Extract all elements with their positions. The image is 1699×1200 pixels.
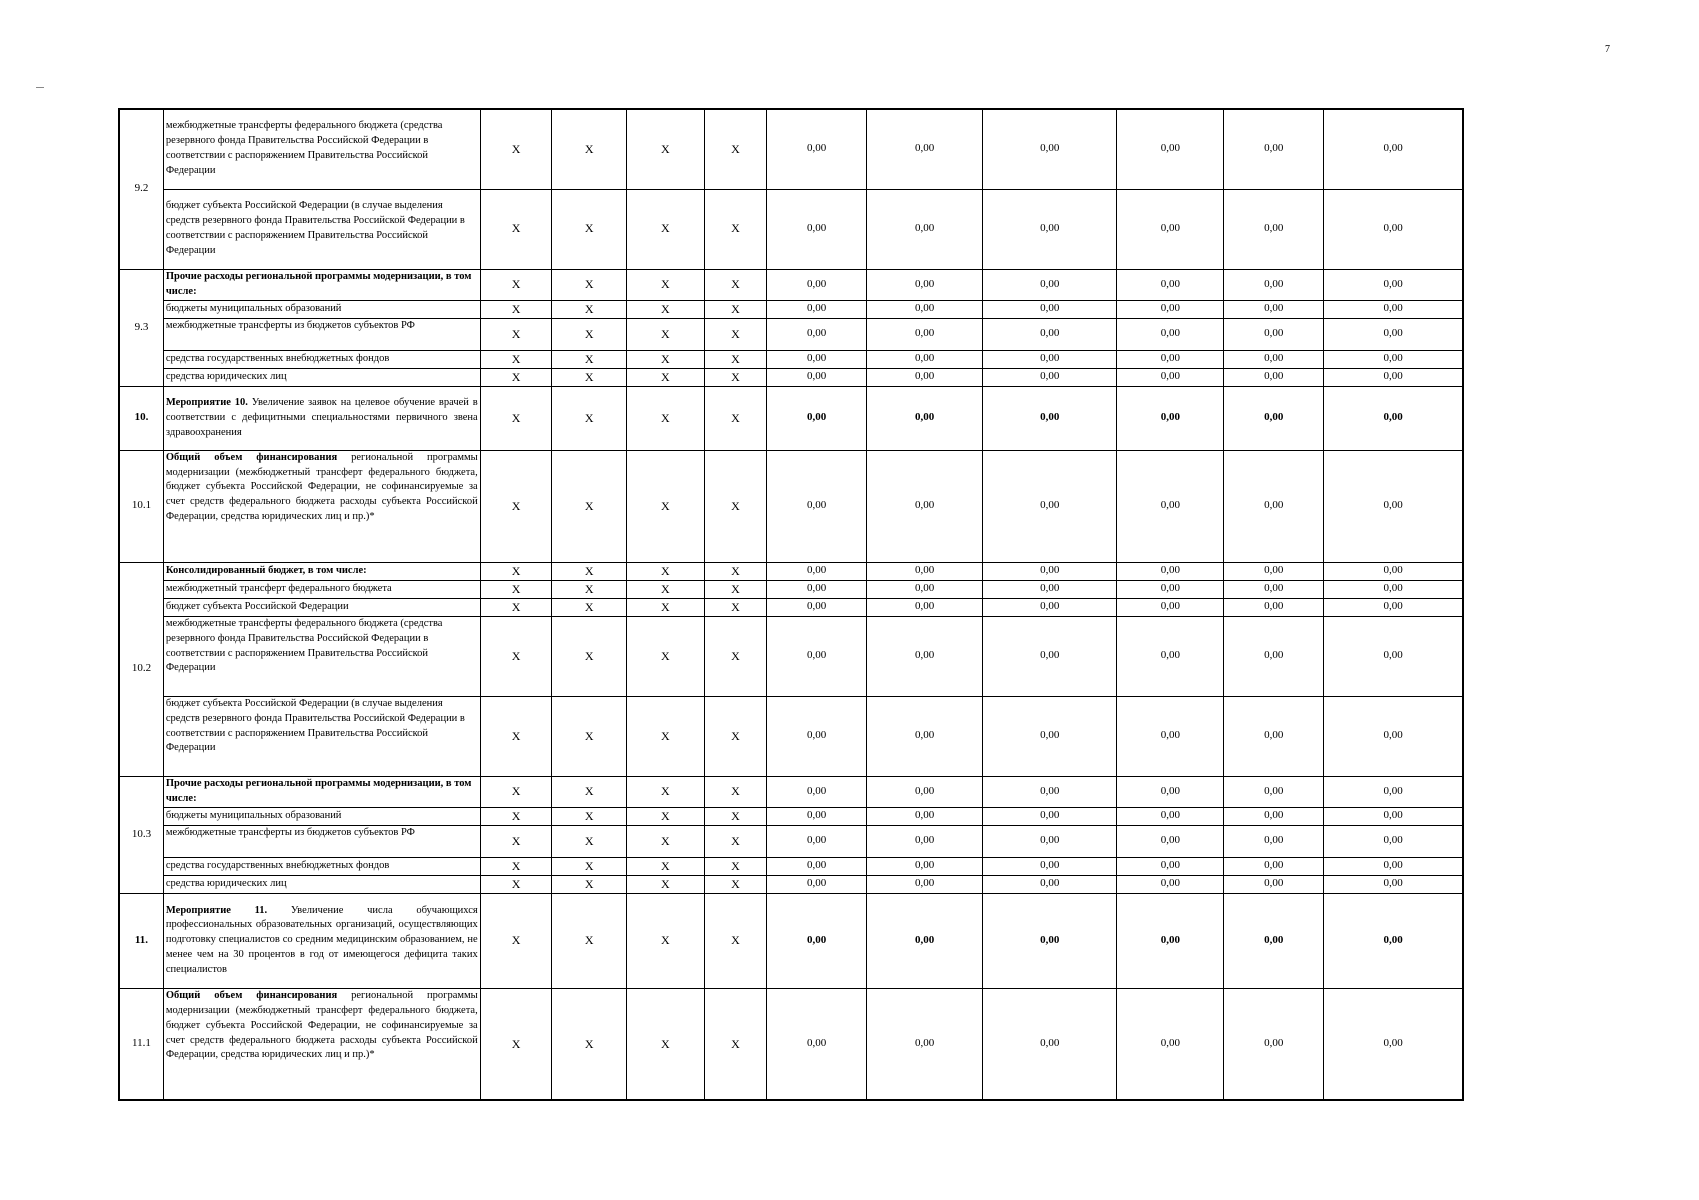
- row-number: 10.3: [119, 776, 163, 893]
- x-cell: X: [552, 189, 627, 269]
- row-description: бюджет субъекта Российской Федерации: [163, 598, 480, 616]
- x-cell: X: [627, 825, 705, 857]
- x-cell: X: [480, 598, 552, 616]
- row-description: [163, 988, 480, 1100]
- table-row: [119, 875, 1463, 893]
- value-cell: 0,00: [867, 350, 983, 368]
- value-cell: 0,00: [1224, 807, 1324, 825]
- value-cell: 0,00: [1324, 776, 1463, 807]
- x-cell: X: [704, 189, 767, 269]
- value-cell: 0,00: [983, 350, 1117, 368]
- x-cell: X: [704, 875, 767, 893]
- x-cell: X: [480, 300, 552, 318]
- table-row: [119, 269, 1463, 300]
- value-cell: 0,00: [983, 616, 1117, 696]
- x-cell: X: [552, 857, 627, 875]
- x-cell: X: [480, 893, 552, 988]
- x-cell: X: [480, 368, 552, 386]
- measure-title: Мероприятие 10.: [165, 396, 248, 408]
- x-cell: X: [480, 616, 552, 696]
- x-cell: X: [552, 825, 627, 857]
- table-body: [119, 109, 1463, 1100]
- table-row: [119, 696, 1463, 776]
- value-cell: 0,00: [867, 269, 983, 300]
- table-row: [119, 988, 1463, 1100]
- value-cell: 0,00: [867, 875, 983, 893]
- value-cell: 0,00: [1224, 368, 1324, 386]
- value-cell: 0,00: [1224, 300, 1324, 318]
- x-cell: X: [552, 616, 627, 696]
- x-cell: X: [480, 450, 552, 562]
- value-cell: 0,00: [867, 696, 983, 776]
- x-cell: X: [704, 450, 767, 562]
- value-cell: 0,00: [767, 807, 867, 825]
- value-cell: 0,00: [867, 857, 983, 875]
- x-cell: X: [627, 696, 705, 776]
- row-description: межбюджетные трансферты из бюджетов субъектов РФ: [163, 825, 480, 857]
- value-cell: 0,00: [1117, 857, 1224, 875]
- value-cell: 0,00: [983, 368, 1117, 386]
- value-cell: 0,00: [1117, 616, 1224, 696]
- value-cell: 0,00: [983, 857, 1117, 875]
- x-cell: X: [704, 616, 767, 696]
- table-row: [119, 318, 1463, 350]
- value-cell: 0,00: [867, 386, 983, 450]
- value-cell: 0,00: [1224, 189, 1324, 269]
- value-cell: 0,00: [983, 776, 1117, 807]
- value-cell: 0,00: [1224, 450, 1324, 562]
- value-cell: 0,00: [867, 189, 983, 269]
- x-cell: X: [704, 562, 767, 580]
- x-cell: X: [627, 893, 705, 988]
- value-cell: 0,00: [767, 189, 867, 269]
- value-cell: 0,00: [867, 616, 983, 696]
- x-cell: X: [480, 776, 552, 807]
- value-cell: 0,00: [1324, 893, 1463, 988]
- x-cell: X: [552, 988, 627, 1100]
- x-cell: X: [627, 875, 705, 893]
- value-cell: 0,00: [983, 300, 1117, 318]
- x-cell: X: [704, 807, 767, 825]
- x-cell: X: [552, 562, 627, 580]
- value-cell: 0,00: [1224, 318, 1324, 350]
- x-cell: X: [627, 318, 705, 350]
- value-cell: 0,00: [983, 696, 1117, 776]
- value-cell: 0,00: [1224, 893, 1324, 988]
- row-description: межбюджетные трансферты из бюджетов субъектов РФ: [163, 318, 480, 350]
- x-cell: X: [704, 269, 767, 300]
- value-cell: 0,00: [767, 598, 867, 616]
- value-cell: 0,00: [767, 988, 867, 1100]
- value-cell: 0,00: [1117, 875, 1224, 893]
- value-cell: 0,00: [767, 825, 867, 857]
- row-number: 10.2: [119, 562, 163, 776]
- value-cell: 0,00: [983, 598, 1117, 616]
- measure-text: Увеличение числа обучающихся профессиональных образовательных организаций, осуществляющих подготовку специалистов со средним медицинским образованием, не менее чем на 30 процентов в год от имеющегося дефицита таких специалистов: [165, 904, 478, 976]
- measure-title: Общий объем финансирования: [165, 451, 338, 463]
- value-cell: 0,00: [867, 988, 983, 1100]
- row-description: Прочие расходы региональной программы модернизации, в том числе:: [163, 776, 480, 807]
- value-cell: 0,00: [867, 825, 983, 857]
- value-cell: 0,00: [867, 598, 983, 616]
- value-cell: 0,00: [1117, 350, 1224, 368]
- x-cell: X: [480, 189, 552, 269]
- value-cell: 0,00: [1324, 300, 1463, 318]
- value-cell: 0,00: [983, 580, 1117, 598]
- value-cell: 0,00: [983, 318, 1117, 350]
- value-cell: 0,00: [1324, 598, 1463, 616]
- value-cell: 0,00: [1224, 562, 1324, 580]
- x-cell: X: [627, 598, 705, 616]
- value-cell: 0,00: [767, 450, 867, 562]
- financing-table: [118, 108, 1464, 1101]
- x-cell: X: [480, 109, 552, 189]
- x-cell: X: [552, 875, 627, 893]
- value-cell: 0,00: [867, 776, 983, 807]
- x-cell: X: [552, 300, 627, 318]
- value-cell: 0,00: [1117, 776, 1224, 807]
- table-row: [119, 300, 1463, 318]
- value-cell: 0,00: [1117, 807, 1224, 825]
- x-cell: X: [627, 988, 705, 1100]
- value-cell: 0,00: [1224, 776, 1324, 807]
- x-cell: X: [480, 696, 552, 776]
- row-description: средства юридических лиц: [163, 875, 480, 893]
- x-cell: X: [704, 825, 767, 857]
- x-cell: X: [704, 318, 767, 350]
- x-cell: X: [627, 109, 705, 189]
- value-cell: 0,00: [1324, 825, 1463, 857]
- value-cell: 0,00: [983, 893, 1117, 988]
- x-cell: X: [552, 350, 627, 368]
- value-cell: 0,00: [1324, 857, 1463, 875]
- value-cell: 0,00: [767, 386, 867, 450]
- row-description: бюджеты муниципальных образований: [163, 807, 480, 825]
- x-cell: X: [480, 269, 552, 300]
- row-description: средства государственных внебюджетных фондов: [163, 857, 480, 875]
- value-cell: 0,00: [767, 269, 867, 300]
- value-cell: 0,00: [1224, 616, 1324, 696]
- table-row: [119, 598, 1463, 616]
- value-cell: 0,00: [867, 450, 983, 562]
- table-row: [119, 616, 1463, 696]
- value-cell: 0,00: [767, 857, 867, 875]
- value-cell: 0,00: [1324, 109, 1463, 189]
- value-cell: 0,00: [1224, 269, 1324, 300]
- value-cell: 0,00: [1324, 189, 1463, 269]
- value-cell: 0,00: [1324, 875, 1463, 893]
- table-row: [119, 109, 1463, 189]
- value-cell: 0,00: [1117, 450, 1224, 562]
- x-cell: X: [480, 988, 552, 1100]
- x-cell: X: [704, 696, 767, 776]
- row-description: средства государственных внебюджетных фондов: [163, 350, 480, 368]
- x-cell: X: [704, 988, 767, 1100]
- x-cell: X: [704, 893, 767, 988]
- value-cell: 0,00: [1224, 825, 1324, 857]
- row-description: [163, 450, 480, 562]
- row-number: 11.: [119, 893, 163, 988]
- table-row: [119, 368, 1463, 386]
- row-number: 9.2: [119, 109, 163, 269]
- value-cell: 0,00: [767, 350, 867, 368]
- value-cell: 0,00: [867, 368, 983, 386]
- value-cell: 0,00: [867, 318, 983, 350]
- value-cell: 0,00: [867, 109, 983, 189]
- value-cell: 0,00: [983, 562, 1117, 580]
- x-cell: X: [552, 598, 627, 616]
- value-cell: 0,00: [1117, 189, 1224, 269]
- value-cell: 0,00: [983, 825, 1117, 857]
- table-row: [119, 562, 1463, 580]
- x-cell: X: [480, 857, 552, 875]
- value-cell: 0,00: [767, 109, 867, 189]
- value-cell: 0,00: [1324, 988, 1463, 1100]
- x-cell: X: [704, 857, 767, 875]
- value-cell: 0,00: [1224, 875, 1324, 893]
- row-description: средства юридических лиц: [163, 368, 480, 386]
- value-cell: 0,00: [1224, 598, 1324, 616]
- value-cell: 0,00: [1224, 350, 1324, 368]
- x-cell: X: [627, 807, 705, 825]
- row-number: 11.1: [119, 988, 163, 1100]
- row-description: Прочие расходы региональной программы модернизации, в том числе:: [163, 269, 480, 300]
- x-cell: X: [552, 386, 627, 450]
- row-description: бюджет субъекта Российской Федерации (в случае выделения средств резервного фонда Правительства Российской Федерации в соответствии с распоряжением Правительства Российской Федерации: [163, 696, 480, 776]
- measure-title: Мероприятие 11.: [165, 904, 268, 916]
- x-cell: X: [704, 386, 767, 450]
- x-cell: X: [480, 350, 552, 368]
- value-cell: 0,00: [867, 562, 983, 580]
- value-cell: 0,00: [1117, 598, 1224, 616]
- table-row: [119, 386, 1463, 450]
- value-cell: 0,00: [767, 318, 867, 350]
- value-cell: 0,00: [1117, 562, 1224, 580]
- value-cell: 0,00: [1117, 696, 1224, 776]
- value-cell: 0,00: [1117, 580, 1224, 598]
- x-cell: X: [627, 269, 705, 300]
- x-cell: X: [552, 776, 627, 807]
- value-cell: 0,00: [767, 875, 867, 893]
- x-cell: X: [552, 450, 627, 562]
- table-row: [119, 580, 1463, 598]
- value-cell: 0,00: [867, 893, 983, 988]
- row-description: [163, 386, 480, 450]
- x-cell: X: [480, 825, 552, 857]
- value-cell: 0,00: [867, 300, 983, 318]
- x-cell: X: [552, 807, 627, 825]
- value-cell: 0,00: [867, 807, 983, 825]
- x-cell: X: [627, 189, 705, 269]
- value-cell: 0,00: [1117, 318, 1224, 350]
- value-cell: 0,00: [1324, 696, 1463, 776]
- x-cell: X: [627, 616, 705, 696]
- value-cell: 0,00: [1117, 300, 1224, 318]
- value-cell: 0,00: [1324, 368, 1463, 386]
- x-cell: X: [480, 875, 552, 893]
- value-cell: 0,00: [1224, 857, 1324, 875]
- value-cell: 0,00: [767, 696, 867, 776]
- x-cell: X: [627, 776, 705, 807]
- value-cell: 0,00: [983, 109, 1117, 189]
- row-number: 9.3: [119, 269, 163, 386]
- value-cell: 0,00: [1117, 386, 1224, 450]
- x-cell: X: [704, 368, 767, 386]
- value-cell: 0,00: [767, 580, 867, 598]
- value-cell: 0,00: [1117, 109, 1224, 189]
- x-cell: X: [704, 300, 767, 318]
- x-cell: X: [704, 598, 767, 616]
- x-cell: X: [704, 776, 767, 807]
- table-row: [119, 776, 1463, 807]
- x-cell: X: [704, 109, 767, 189]
- x-cell: X: [552, 696, 627, 776]
- x-cell: X: [552, 109, 627, 189]
- value-cell: 0,00: [1324, 616, 1463, 696]
- value-cell: 0,00: [1224, 580, 1324, 598]
- measure-text: Увеличение заявок на целевое обучение врачей в соответствии с дефицитными специальностями первичного звена здравоохранения: [165, 396, 478, 438]
- x-cell: X: [627, 350, 705, 368]
- row-description: Консолидированный бюджет, в том числе:: [163, 562, 480, 580]
- table-row: [119, 350, 1463, 368]
- x-cell: X: [627, 386, 705, 450]
- value-cell: 0,00: [767, 300, 867, 318]
- x-cell: X: [480, 318, 552, 350]
- value-cell: 0,00: [983, 450, 1117, 562]
- row-description: межбюджетные трансферты федерального бюджета (средства резервного фонда Правительства Российской Федерации в соответствии с распоряжением Правительства Российской Федерации: [163, 109, 480, 189]
- value-cell: 0,00: [983, 386, 1117, 450]
- x-cell: X: [552, 368, 627, 386]
- scan-speck: [36, 87, 44, 88]
- value-cell: 0,00: [767, 562, 867, 580]
- value-cell: 0,00: [1117, 368, 1224, 386]
- x-cell: X: [552, 580, 627, 598]
- measure-title: Общий объем финансирования: [165, 989, 338, 1001]
- value-cell: 0,00: [1324, 350, 1463, 368]
- value-cell: 0,00: [983, 269, 1117, 300]
- x-cell: X: [552, 269, 627, 300]
- value-cell: 0,00: [1324, 269, 1463, 300]
- value-cell: 0,00: [983, 875, 1117, 893]
- row-description: бюджет субъекта Российской Федерации (в случае выделения средств резервного фонда Правительства Российской Федерации в соответствии с распоряжением Правительства Российской Федерации: [163, 189, 480, 269]
- measure-text: региональной программы модернизации (межбюджетный трансферт федерального бюджета, бюджет субъекта Российской Федерации, не софинансируемые за счет средств федерального бюджета расходы субъекта Российской Федерации, средства юридических лиц и пр.)*: [165, 451, 478, 523]
- value-cell: 0,00: [867, 580, 983, 598]
- value-cell: 0,00: [767, 616, 867, 696]
- x-cell: X: [627, 300, 705, 318]
- value-cell: 0,00: [1117, 269, 1224, 300]
- table-row: [119, 825, 1463, 857]
- value-cell: 0,00: [1224, 386, 1324, 450]
- x-cell: X: [704, 350, 767, 368]
- row-description: [163, 893, 480, 988]
- row-number: 10.1: [119, 450, 163, 562]
- x-cell: X: [627, 562, 705, 580]
- value-cell: 0,00: [1224, 109, 1324, 189]
- x-cell: X: [552, 318, 627, 350]
- x-cell: X: [704, 580, 767, 598]
- table-row: [119, 189, 1463, 269]
- value-cell: 0,00: [767, 776, 867, 807]
- value-cell: 0,00: [1324, 807, 1463, 825]
- row-description: межбюджетные трансферты федерального бюджета (средства резервного фонда Правительства Российской Федерации в соответствии с распоряжением Правительства Российской Федерации: [163, 616, 480, 696]
- row-description: межбюджетный трансферт федерального бюджета: [163, 580, 480, 598]
- value-cell: 0,00: [767, 368, 867, 386]
- value-cell: 0,00: [1324, 562, 1463, 580]
- value-cell: 0,00: [1117, 825, 1224, 857]
- value-cell: 0,00: [983, 807, 1117, 825]
- x-cell: X: [552, 893, 627, 988]
- value-cell: 0,00: [767, 893, 867, 988]
- value-cell: 0,00: [983, 189, 1117, 269]
- table-row: [119, 893, 1463, 988]
- table-row: [119, 807, 1463, 825]
- value-cell: 0,00: [1324, 580, 1463, 598]
- value-cell: 0,00: [1224, 696, 1324, 776]
- value-cell: 0,00: [1324, 450, 1463, 562]
- x-cell: X: [627, 857, 705, 875]
- value-cell: 0,00: [1117, 893, 1224, 988]
- x-cell: X: [480, 807, 552, 825]
- value-cell: 0,00: [983, 988, 1117, 1100]
- x-cell: X: [480, 386, 552, 450]
- measure-text: региональной программы модернизации (межбюджетный трансферт федерального бюджета, бюджет субъекта Российской Федерации, не софинансируемые за счет средств федерального бюджета расходы субъекта Российской Федерации, средства юридических лиц и пр.)*: [165, 989, 478, 1061]
- value-cell: 0,00: [1324, 386, 1463, 450]
- x-cell: X: [627, 580, 705, 598]
- value-cell: 0,00: [1117, 988, 1224, 1100]
- row-number: 10.: [119, 386, 163, 450]
- x-cell: X: [627, 368, 705, 386]
- x-cell: X: [480, 562, 552, 580]
- table-row: [119, 450, 1463, 562]
- page-number: 7: [1605, 44, 1610, 55]
- table-row: [119, 857, 1463, 875]
- value-cell: 0,00: [1324, 318, 1463, 350]
- value-cell: 0,00: [1224, 988, 1324, 1100]
- row-description: бюджеты муниципальных образований: [163, 300, 480, 318]
- x-cell: X: [480, 580, 552, 598]
- x-cell: X: [627, 450, 705, 562]
